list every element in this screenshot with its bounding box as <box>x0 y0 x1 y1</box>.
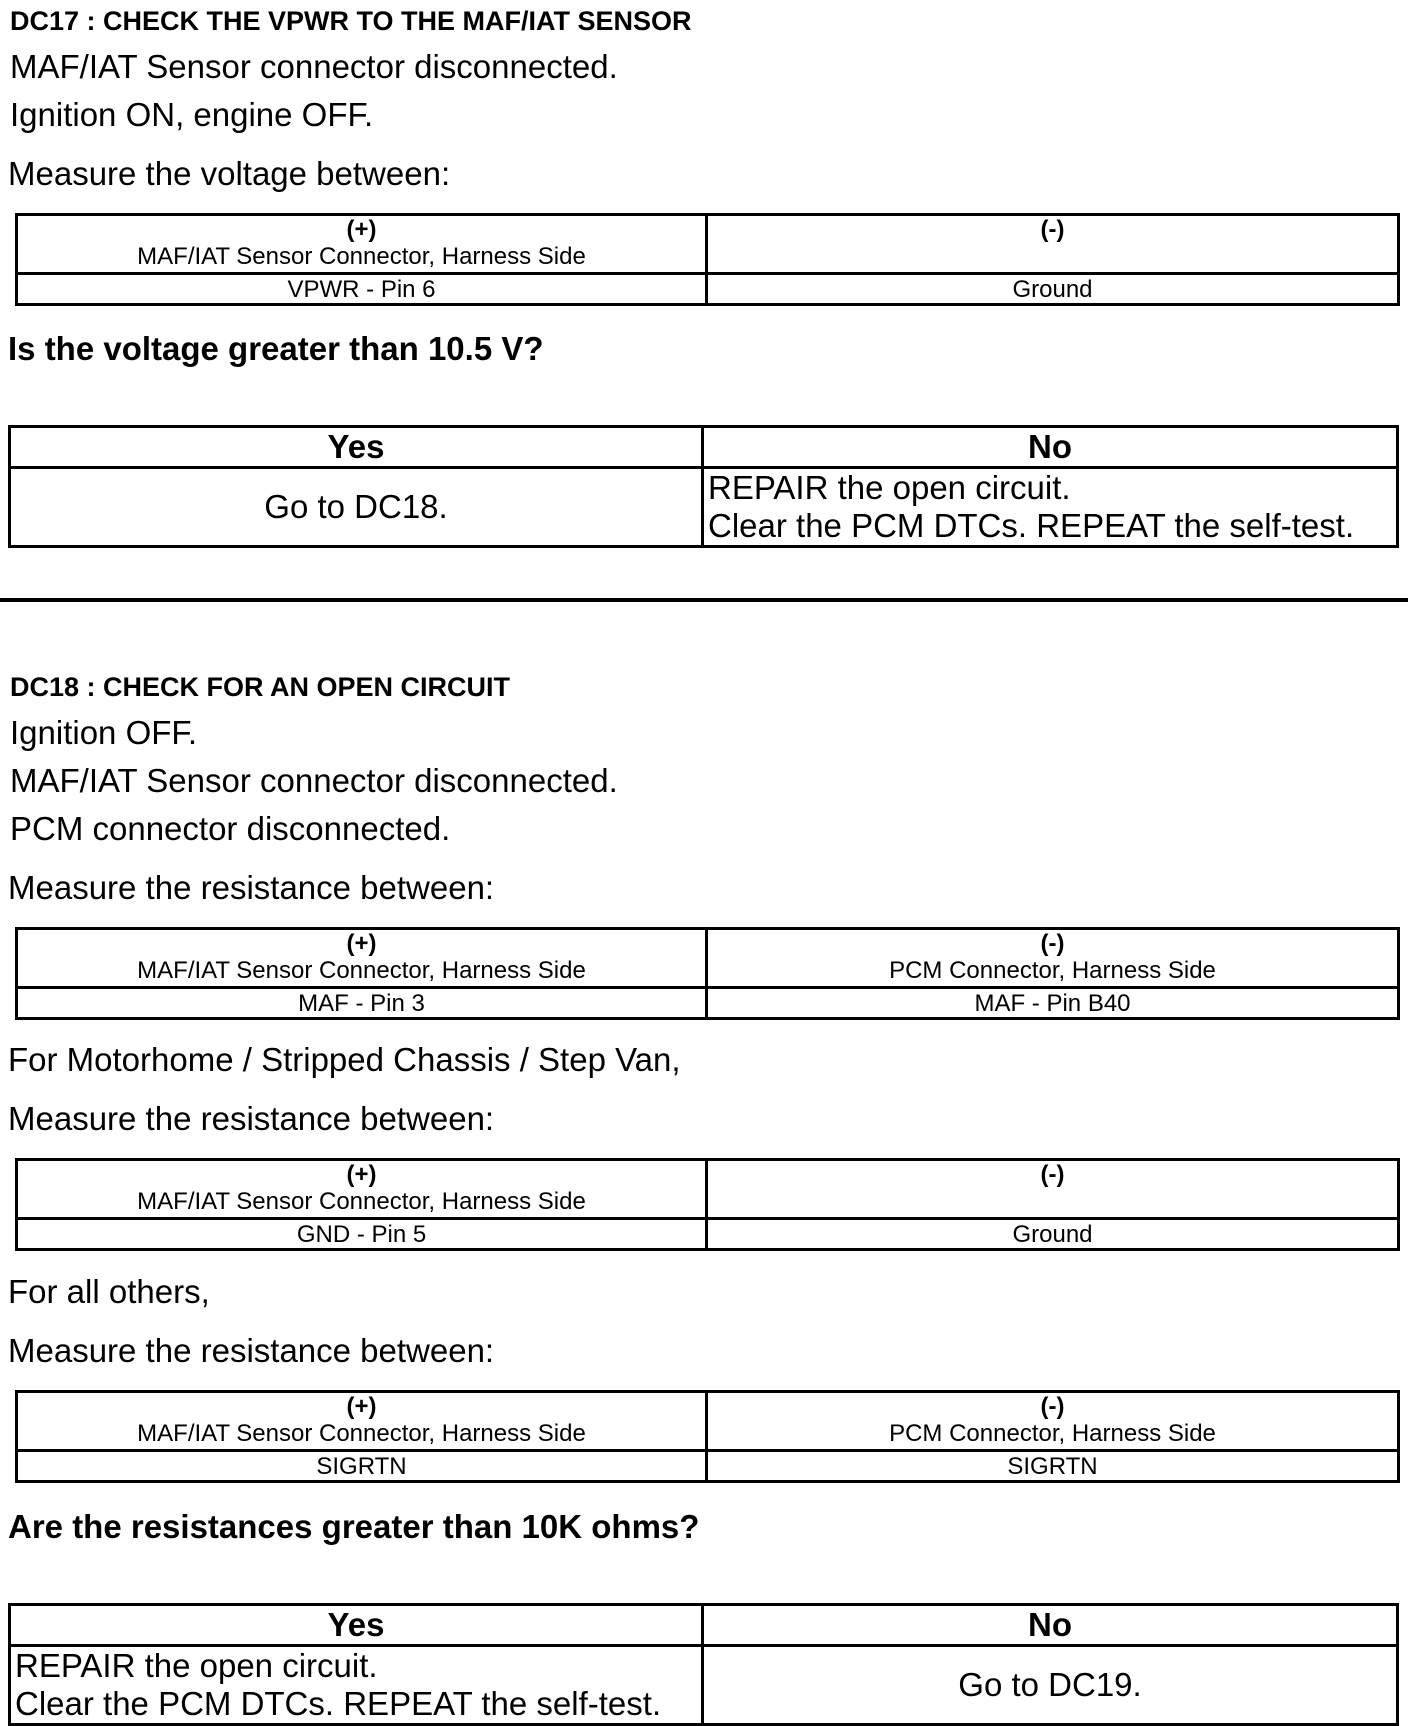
dc18-measure-table-1 <box>15 927 1400 1020</box>
positive-symbol: (+) <box>346 1393 377 1420</box>
negative-probe-header <box>707 1392 1399 1451</box>
dc17-question: Is the voltage greater than 10.5 V? <box>8 330 544 367</box>
dc18-measure-table-2 <box>15 1158 1400 1251</box>
negative-probe-header <box>707 929 1399 988</box>
dc17-line-1: MAF/IAT Sensor connector disconnected. <box>10 48 618 85</box>
dc18-motorhome-label: For Motorhome / Stripped Chassis / Step Van, <box>8 1041 681 1078</box>
dc18-measure-label-2: Measure the resistance between: <box>8 1100 495 1137</box>
positive-pin-value: GND - Pin 5 <box>17 1219 707 1250</box>
negative-pin-value: Ground <box>707 274 1399 305</box>
no-action: Go to DC19. <box>703 1646 1398 1725</box>
yes-header: Yes <box>10 1605 703 1646</box>
positive-pin-value: MAF - Pin 3 <box>17 988 707 1019</box>
no-header: No <box>703 1605 1398 1646</box>
positive-symbol: (+) <box>346 1161 377 1188</box>
negative-symbol: (-) <box>1040 216 1065 243</box>
dc17-answer-table <box>8 425 1399 548</box>
dc17-measure-label: Measure the voltage between: <box>8 155 451 192</box>
yes-action <box>10 1646 703 1725</box>
positive-connector-desc: MAF/IAT Sensor Connector, Harness Side <box>137 243 586 270</box>
dc18-others-label: For all others, <box>8 1273 210 1310</box>
dc17-title: DC17 : CHECK THE VPWR TO THE MAF/IAT SENSOR <box>10 6 692 36</box>
dc18-measure-label-3: Measure the resistance between: <box>8 1332 495 1369</box>
negative-probe-header <box>707 1160 1399 1219</box>
dc18-measure-label-1: Measure the resistance between: <box>8 869 495 906</box>
section-divider <box>0 598 1408 602</box>
negative-symbol: (-) <box>1040 1393 1065 1420</box>
dc17-measure-table <box>15 213 1400 306</box>
positive-pin-value: SIGRTN <box>17 1451 707 1482</box>
positive-probe-header <box>17 1392 707 1451</box>
dc18-line-2: MAF/IAT Sensor connector disconnected. <box>10 762 618 799</box>
positive-connector-desc: MAF/IAT Sensor Connector, Harness Side <box>137 957 586 984</box>
negative-pin-value: Ground <box>707 1219 1399 1250</box>
positive-probe-header <box>17 1160 707 1219</box>
negative-symbol: (-) <box>1040 1161 1065 1188</box>
yes-action-line: Clear the PCM DTCs. REPEAT the self-test. <box>15 1685 662 1722</box>
no-header: No <box>703 427 1398 468</box>
negative-connector-desc: PCM Connector, Harness Side <box>889 1420 1216 1447</box>
negative-connector-desc: PCM Connector, Harness Side <box>889 957 1216 984</box>
positive-pin-value: VPWR - Pin 6 <box>17 274 707 305</box>
dc18-answer-table <box>8 1603 1399 1726</box>
yes-action-line: REPAIR the open circuit. <box>15 1647 378 1684</box>
dc18-line-1: Ignition OFF. <box>10 714 198 751</box>
yes-header: Yes <box>10 427 703 468</box>
yes-action: Go to DC18. <box>10 468 703 547</box>
no-action-line: Clear the PCM DTCs. REPEAT the self-test. <box>708 507 1355 544</box>
dc17-line-2: Ignition ON, engine OFF. <box>10 96 374 133</box>
dc18-line-3: PCM connector disconnected. <box>10 810 451 847</box>
negative-probe-header <box>707 215 1399 274</box>
no-action-line: REPAIR the open circuit. <box>708 469 1071 506</box>
no-action <box>703 468 1398 547</box>
positive-probe-header <box>17 929 707 988</box>
negative-pin-value: MAF - Pin B40 <box>707 988 1399 1019</box>
positive-symbol: (+) <box>346 930 377 957</box>
dc18-question: Are the resistances greater than 10K ohms? <box>8 1508 700 1545</box>
positive-connector-desc: MAF/IAT Sensor Connector, Harness Side <box>137 1188 586 1215</box>
negative-pin-value: SIGRTN <box>707 1451 1399 1482</box>
positive-connector-desc: MAF/IAT Sensor Connector, Harness Side <box>137 1420 586 1447</box>
dc18-measure-table-3 <box>15 1390 1400 1483</box>
positive-symbol: (+) <box>346 216 377 243</box>
positive-probe-header <box>17 215 707 274</box>
dc18-title: DC18 : CHECK FOR AN OPEN CIRCUIT <box>10 672 511 702</box>
negative-symbol: (-) <box>1040 930 1065 957</box>
